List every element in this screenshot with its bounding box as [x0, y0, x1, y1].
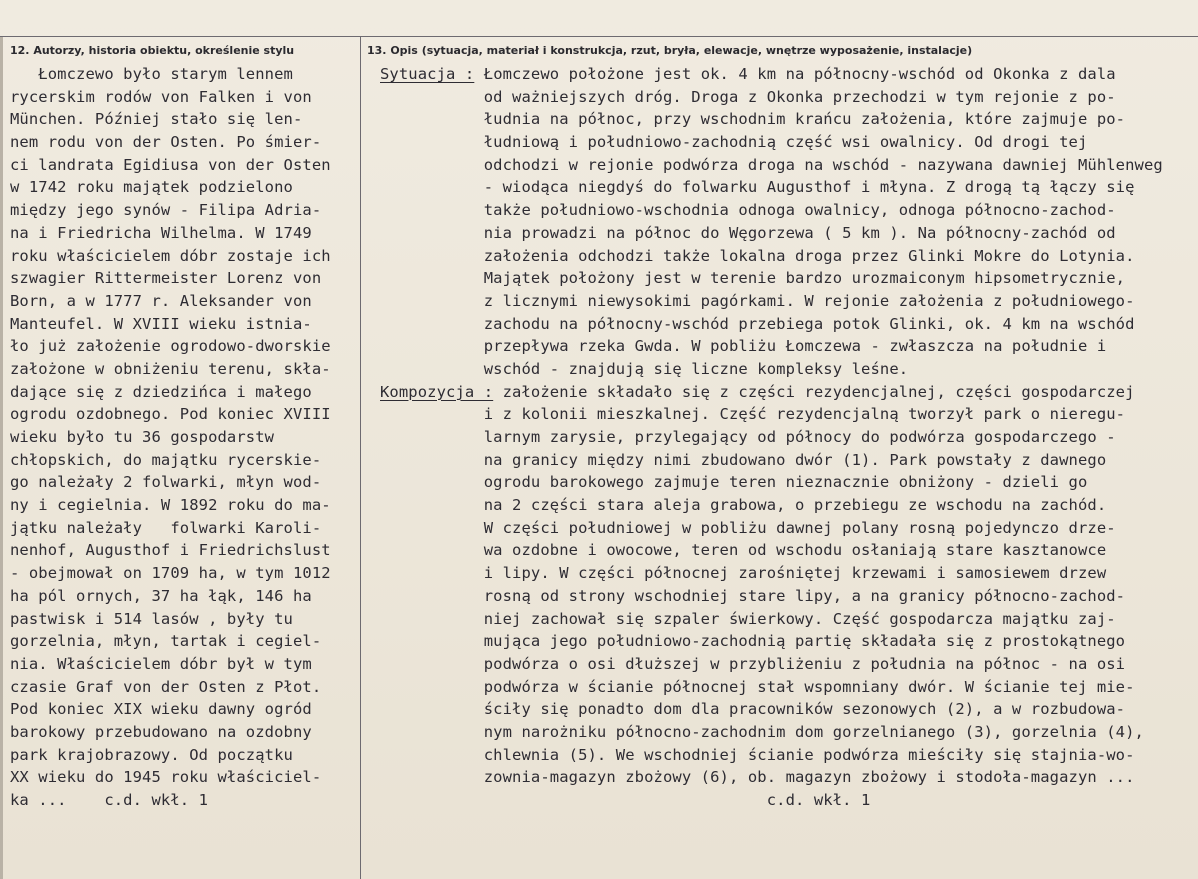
- description-text-line: [380, 608, 1195, 631]
- description-text: ogrodu barokowego zajmuje teren nieznacznie obniżony - dzieli go: [380, 473, 1088, 492]
- history-text-line: roku właścicielem dóbr zostaje ich: [10, 246, 331, 265]
- description-text-line: [380, 131, 1195, 154]
- description-text-column: [380, 63, 1195, 812]
- description-text-line: [380, 267, 1195, 290]
- page-edge: [0, 36, 3, 879]
- description-text-line: [380, 449, 1195, 472]
- description-text: i z kolonii mieszkalnej. Część rezydencjalną tworzył park o nieregu-: [380, 405, 1126, 424]
- description-text: założenie składało się z części rezydencjalnej, części gospodarczej: [493, 382, 1135, 401]
- description-text: także południowo-wschodnia odnoga owalnicy, odnoga północno-zachod-: [380, 201, 1116, 220]
- history-text-line: ka ... c.d. wkł. 1: [10, 791, 209, 809]
- description-text-line: [380, 630, 1195, 653]
- history-text-line: nenhof, Augusthof i Friedrichslust: [10, 541, 331, 560]
- description-text-line: [380, 562, 1195, 585]
- description-text-line: [380, 585, 1195, 608]
- description-text: podwórza w ścianie północnej stał wspomniany dwór. W ścianie tej mie-: [380, 677, 1135, 696]
- description-text-line: [380, 698, 1195, 721]
- description-text: rosną od strony wschodniej stare lipy, a na granicy północno-zachod-: [380, 586, 1126, 605]
- history-text-line: gorzelnia, młyn, tartak i cegiel-: [10, 632, 322, 651]
- description-text-line: [380, 381, 1195, 404]
- description-text: c.d. wkł. 1: [380, 791, 871, 809]
- history-text-column: [10, 63, 362, 812]
- description-text-line: [380, 108, 1195, 131]
- history-text-line: chłopskich, do majątku rycerskie-: [10, 450, 322, 469]
- history-text-line: na i Friedricha Wilhelma. W 1749: [10, 223, 312, 242]
- history-text-line: czasie Graf von der Osten z Płot.: [10, 677, 322, 696]
- history-text-line: Pod koniec XIX wieku dawny ogród: [10, 700, 312, 719]
- description-text: zachodu na północny-wschód przebiega potok Glinki, ok. 4 km na wschód: [380, 314, 1135, 333]
- description-text-line: [380, 653, 1195, 676]
- history-text-line: Łomczewo było starym lennem: [10, 65, 293, 83]
- description-text: wa ozdobne i owocowe, teren od wschodu osłaniają stare kasztanowce: [380, 541, 1107, 560]
- history-text-line: go należały 2 folwarki, młyn wod-: [10, 473, 322, 492]
- description-text-line: [380, 335, 1195, 358]
- description-text: Łomczewo położone jest ok. 4 km na północny-wschód od Okonka z dala: [474, 65, 1116, 83]
- description-text-line: [380, 721, 1195, 744]
- description-text: na granicy między nimi zbudowano dwór (1). Park powstały z dawnego: [380, 450, 1107, 469]
- description-text: łudniową i południowo-zachodnią część wsi owalnicy. Od drogi tej: [380, 133, 1088, 152]
- description-text-line: [380, 199, 1195, 222]
- history-text-line: między jego synów - Filipa Adria-: [10, 201, 322, 220]
- description-text: nia prowadzi na północ do Węgorzewa ( 5 km ). Na północny-zachód od: [380, 223, 1116, 242]
- history-text-line: ogrodu ozdobnego. Pod koniec XVIII: [10, 405, 331, 424]
- history-text-line: Born, a w 1777 r. Aleksander von: [10, 291, 312, 310]
- description-text: chlewnia (5). We wschodniej ścianie podwórza mieściły się stajnia-wo-: [380, 745, 1135, 764]
- description-text-line: [380, 86, 1195, 109]
- history-text-line: ny i cegielnia. W 1892 roku do ma-: [10, 496, 331, 515]
- description-text-line: [380, 403, 1195, 426]
- history-text-line: rycerskim rodów von Falken i von: [10, 87, 312, 106]
- history-text-line: jątku należały folwarki Karoli-: [10, 518, 322, 537]
- history-text-line: park krajobrazowy. Od początku: [10, 745, 293, 764]
- history-text-line: XX wieku do 1945 roku właściciel-: [10, 768, 322, 787]
- history-text-line: ha pól ornych, 37 ha łąk, 146 ha: [10, 586, 312, 605]
- history-text-line: barokowy przebudowano na ozdobny: [10, 722, 312, 741]
- description-text-line: [380, 517, 1195, 540]
- description-text-line: [380, 471, 1195, 494]
- description-text-line: [380, 766, 1195, 789]
- description-text: i lipy. W części północnej zarośniętej krzewami i samosiewem drzew: [380, 564, 1107, 583]
- description-text: podwórza o osi dłuższej w przybliżeniu z południa na północ - na osi: [380, 654, 1126, 673]
- description-text: niej zachował się szpaler świerkowy. Część gospodarcza majątku zaj-: [380, 609, 1116, 628]
- description-text-line: [380, 676, 1195, 699]
- description-text: W części południowej w pobliżu dawnej polany rosną pojedynczo drze-: [380, 518, 1116, 537]
- description-text-line: [380, 63, 1195, 86]
- description-text: wschód - znajdują się liczne kompleksy leśne.: [380, 359, 909, 378]
- history-text-line: założone w obniżeniu terenu, skła-: [10, 359, 331, 378]
- description-text: z licznymi niewysokimi pagórkami. W rejonie założenia z południowego-: [380, 291, 1135, 310]
- description-text: od ważniejszych dróg. Droga z Okonka przechodzi w tym rejonie z po-: [380, 87, 1116, 106]
- description-text: ściły się ponadto dom dla pracowników sezonowych (2), a w rozbudowa-: [380, 700, 1126, 719]
- history-text-line: dające się z dziedzińca i małego: [10, 382, 312, 401]
- description-text: odchodzi w rejonie podwórza droga na wschód - nazywana dawniej Mühlenweg: [380, 155, 1163, 174]
- description-text: założenia odchodzi także lokalna droga przez Glinki Mokre do Lotynia.: [380, 246, 1135, 265]
- description-text-line: [380, 744, 1195, 767]
- history-text-line: pastwisk i 514 lasów , były tu: [10, 609, 293, 628]
- description-text: łudnia na północ, przy wschodnim krańcu założenia, które zajmuje po-: [380, 110, 1126, 129]
- description-text: mująca jego południowo-zachodnią partię składała się z prostokątnego: [380, 632, 1126, 651]
- history-text-line: szwagier Rittermeister Lorenz von: [10, 269, 322, 288]
- description-text-line: [380, 313, 1195, 336]
- description-text: zownia-magazyn zbożowy (6), ob. magazyn zbożowy i stodoła-magazyn ...: [380, 768, 1135, 787]
- history-text-line: Manteufel. W XVIII wieku istnia-: [10, 314, 312, 333]
- description-text-line: [380, 222, 1195, 245]
- description-text-line: [380, 245, 1195, 268]
- history-text-line: - obejmował on 1709 ha, w tym 1012: [10, 564, 331, 583]
- section-label: Sytuacja :: [380, 65, 475, 83]
- history-text-line: ci landrata Egidiusa von der Osten: [10, 155, 331, 174]
- history-text-line: ło już założenie ogrodowo-dworskie: [10, 337, 331, 356]
- description-text: - wiodąca niegdyś do folwarku Augusthof i młyna. Z drogą tą łączy się: [380, 178, 1135, 197]
- description-text-line: [380, 358, 1195, 381]
- description-text-line: [380, 290, 1195, 313]
- section-13-header: 13. Opis (sytuacja, materiał i konstrukcja, rzut, bryła, elewacje, wnętrze wyposażenie, instalacje): [367, 44, 973, 57]
- description-text: larnym zarysie, przylegający od północy do podwórza gospodarczego -: [380, 428, 1116, 446]
- description-text-line: [380, 494, 1195, 517]
- section-12-header: 12. Autorzy, historia obiektu, określenie stylu: [10, 44, 295, 57]
- history-text-line: nem rodu von der Osten. Po śmier-: [10, 133, 322, 152]
- description-text-line: [380, 539, 1195, 562]
- description-text-line: [380, 789, 1195, 812]
- description-text-line: [380, 154, 1195, 177]
- history-text-line: w 1742 roku majątek podzielono: [10, 178, 293, 197]
- description-text: Majątek położony jest w terenie bardzo urozmaiconym hipsometrycznie,: [380, 269, 1126, 288]
- description-text: nym narożniku północno-zachodnim dom gorzelnianego (3), gorzelnia (4),: [380, 722, 1144, 741]
- description-text-line: [380, 426, 1195, 449]
- section-label: Kompozycja :: [380, 382, 494, 401]
- history-text-line: nia. Właścicielem dóbr był w tym: [10, 654, 312, 673]
- header-rule: [0, 36, 1198, 37]
- history-text-line: München. Później stało się len-: [10, 110, 303, 129]
- description-text: przepływa rzeka Gwda. W pobliżu Łomczewa - zwłaszcza na południe i: [380, 337, 1107, 356]
- history-text-line: wieku było tu 36 gospodarstw: [10, 428, 275, 446]
- description-text-line: [380, 176, 1195, 199]
- description-text: na 2 części stara aleja grabowa, o przebiegu ze wschodu na zachód.: [380, 496, 1107, 515]
